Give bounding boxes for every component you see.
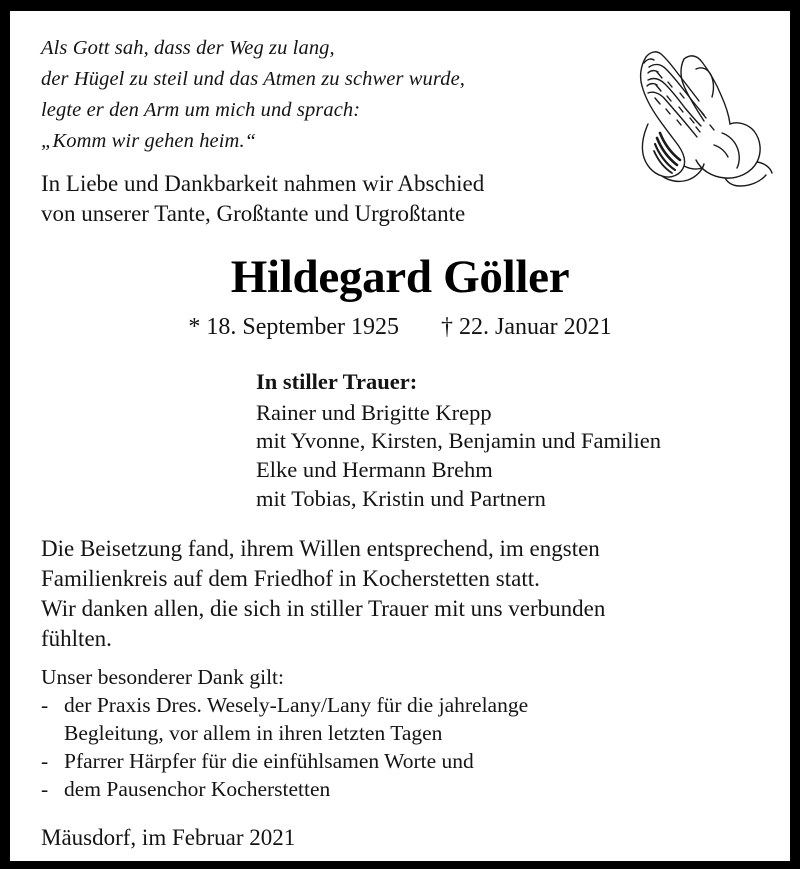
mourners-heading: In stiller Trauer:: [256, 369, 418, 394]
birth-symbol: *: [188, 314, 201, 340]
poem-line-3: legte er den Arm um mich und sprach:: [41, 99, 361, 121]
thanks-item-line: Begleitung, vor allem in ihren letzten Tagen: [64, 721, 443, 745]
burial-paragraph: [41, 534, 771, 654]
bullet-dash: -: [41, 777, 49, 801]
poem-line-4: „Komm wir gehen heim.“: [41, 130, 257, 152]
mourner-line: mit Yvonne, Kirsten, Benjamin und Familien: [256, 428, 661, 454]
poem-verse: [41, 33, 601, 157]
death-date: 22. Januar 2021: [459, 314, 612, 340]
thanks-list-item: [41, 775, 741, 803]
mourner-line: mit Tobias, Kristin und Partnern: [256, 485, 546, 511]
poem-line-2: der Hügel zu steil und das Atmen zu schwer wurde,: [41, 68, 465, 90]
thanks-heading: Unser besonderer Dank gilt:: [41, 665, 284, 689]
thanks-item-line: dem Pausenchor Kocherstetten: [64, 777, 331, 801]
death-symbol: †: [441, 314, 453, 340]
mourner-line: Elke und Hermann Brehm: [256, 457, 493, 483]
bullet-dash: -: [41, 693, 49, 717]
burial-line-2: Familienkreis auf dem Friedhof in Kocherstetten statt.: [41, 566, 540, 591]
mourners-block: [256, 368, 661, 514]
intro-text: [41, 169, 641, 229]
poem-line-1: Als Gott sah, dass der Weg zu lang,: [41, 37, 335, 59]
burial-line-1: Die Beisetzung fand, ihrem Willen entsprechend, im engsten: [41, 536, 600, 561]
bullet-dash: -: [41, 749, 49, 773]
praying-hands-icon: [624, 23, 774, 188]
burial-line-3: Wir danken allen, die sich in stiller Trauer mit uns verbunden: [41, 596, 606, 621]
mourner-line: Rainer und Brigitte Krepp: [256, 399, 492, 425]
intro-line-1: In Liebe und Dankbarkeit nahmen wir Abschied: [41, 171, 485, 196]
thanks-list-item: [41, 747, 741, 775]
thanks-item-line: der Praxis Dres. Wesely-Lany/Lany für die jahrelange: [64, 693, 529, 717]
thanks-item-line: Pfarrer Härpfer für die einfühlsamen Worte und: [64, 749, 474, 773]
deceased-name: Hildegard Göller: [230, 251, 570, 303]
closing-place-date: Mäusdorf, im Februar 2021: [41, 825, 296, 850]
birth-date: 18. September 1925: [206, 314, 399, 340]
thanks-block: [41, 663, 741, 803]
thanks-list-item-continuation: [41, 719, 741, 747]
burial-line-4: fühlten.: [41, 626, 112, 651]
notice-content-area: [10, 11, 790, 861]
life-dates: [10, 312, 790, 342]
thanks-list-item: [41, 691, 741, 719]
intro-line-2: von unserer Tante, Großtante und Urgroßtante: [41, 201, 466, 226]
